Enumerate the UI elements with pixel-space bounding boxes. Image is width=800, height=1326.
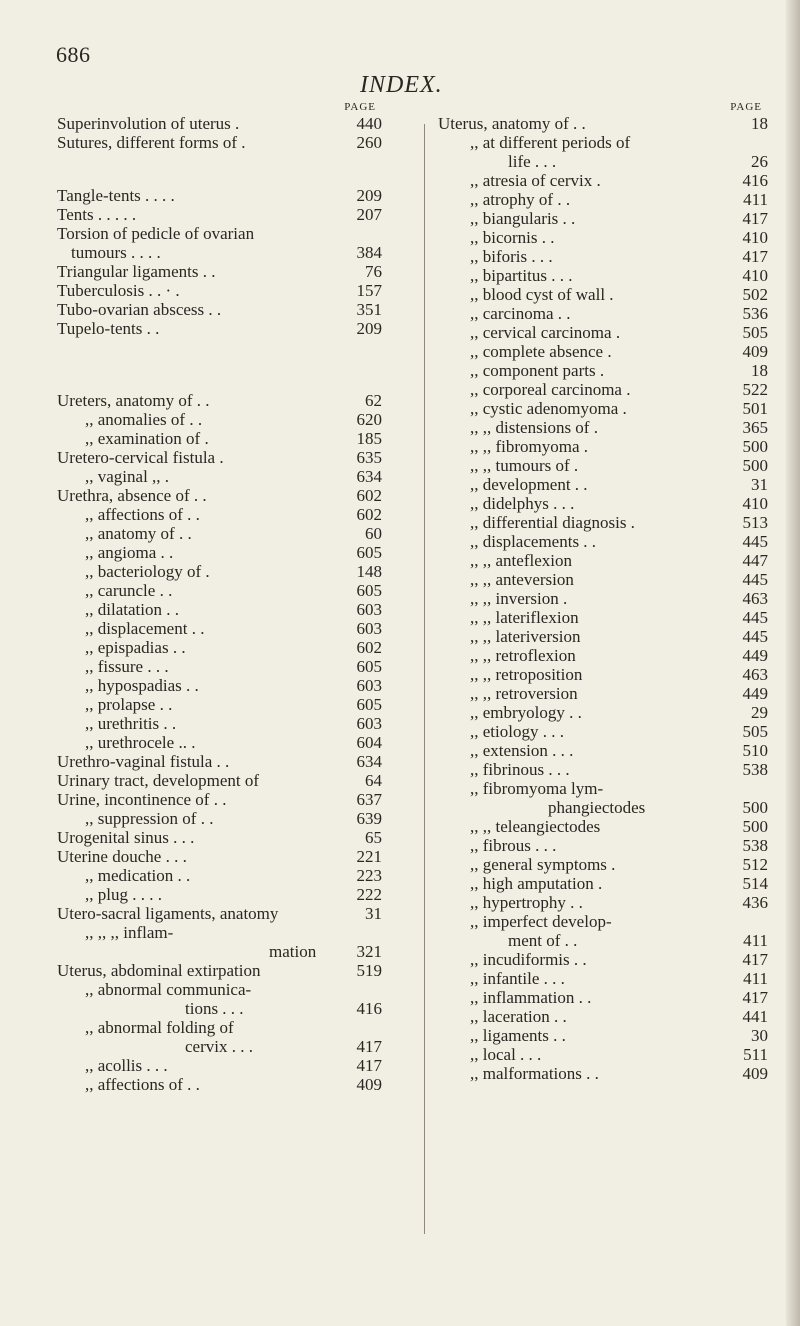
index-entry: ,, dilatation . . 603 [85,600,382,619]
index-entry: Torsion of pedicle of ovarian [57,224,255,243]
page-number: 686 [56,42,91,67]
index-entry: ,, abnormal communica- [85,980,252,999]
index-entry: ,, incudiformis . . 417 [470,950,768,969]
index-entry: Urethro-vaginal fistula . . 634 [57,752,382,771]
index-entry: ,, carcinoma . . 536 [470,304,768,323]
index-entry: Tupelo-tents . . 209 [57,319,382,338]
index-entry: ,, ,, lateriversion 445 [470,627,768,646]
index-entry: ,, fibromyoma lym- [470,779,604,798]
index-entry: ,, didelphys . . . 410 [470,494,768,513]
index-entry: Tents . . . . . 207 [57,205,382,224]
index-entry: ,, ,, ,, inflam- [85,923,174,942]
index-entry: ,, fissure . . . 605 [85,657,382,676]
index-entry: Sutures, different forms of . 260 [57,133,382,152]
index-entry: ,, malformations . . 409 [470,1064,768,1083]
index-entry: Tuberculosis . . · . 157 [57,281,382,300]
index-entry: Triangular ligaments . . 76 [57,262,382,281]
index-entry: ,, ,, anteflexion 447 [470,551,768,570]
index-entry: ,, complete absence . 409 [470,342,768,361]
index-entry: ,, abnormal folding of [85,1018,234,1037]
index-entry: ,, prolapse . . 605 [85,695,382,714]
index-entry: Tubo-ovarian abscess . . 351 [57,300,382,319]
index-entry: ,, anomalies of . . 620 [85,410,382,429]
index-entry: ,, ,, retroversion 449 [470,684,768,703]
index-entry: tions . . . 416 [185,999,382,1018]
index-entry: ,, biangularis . . 417 [470,209,768,228]
index-entry: phangiectodes 500 [548,798,768,817]
index-entry: ,, cervical carcinoma . 505 [470,323,768,342]
index-entry: ,, fibrinous . . . 538 [470,760,768,779]
index-entry: mation 321 [269,942,382,961]
index-entry: Uretero-cervical fistula . 635 [57,448,382,467]
index-entry: Ureters, anatomy of . . 62 [57,391,382,410]
index-entry: ,, atresia of cervix . 416 [470,171,768,190]
index-entry: Uterine douche . . . 221 [57,847,382,866]
index-entry: ,, blood cyst of wall . 502 [470,285,768,304]
index-entry: ,, embryology . . 29 [470,703,768,722]
index-entry: ,, ,, distensions of . 365 [470,418,768,437]
page-column-label: PAGE [730,101,762,113]
index-entry: cervix . . . 417 [185,1037,382,1056]
index-entry: ,, caruncle . . 605 [85,581,382,600]
index-entry: ,, plug . . . . 222 [85,885,382,904]
page-edge [786,0,800,1326]
index-entry: ,, anatomy of . . 60 [85,524,382,543]
index-entry: ,, corporeal carcinoma . 522 [470,380,768,399]
index-entry: Tangle-tents . . . . 209 [57,186,382,205]
index-entry: ,, ,, tumours of . 500 [470,456,768,475]
index-entry: ,, ,, fibromyoma . 500 [470,437,768,456]
index-entry: ,, at different periods of [470,133,631,152]
index-entry: Urethra, absence of . . 602 [57,486,382,505]
index-entry: ,, ,, lateriflexion 445 [470,608,768,627]
index-entry: ,, etiology . . . 505 [470,722,768,741]
page-column-label: PAGE [344,101,376,113]
index-entry: Superinvolution of uterus . 440 [57,114,382,133]
index-entry: ,, extension . . . 510 [470,741,768,760]
index-entry: ,, ,, anteversion 445 [470,570,768,589]
index-entry: ,, bipartitus . . . 410 [470,266,768,285]
index-entry: life . . . 26 [508,152,768,171]
index-entry: ,, imperfect develop- [470,912,612,931]
index-entry: ,, ,, retroposition 463 [470,665,768,684]
index-entry: ,, medication . . 223 [85,866,382,885]
index-entry: ,, ,, teleangiectodes 500 [470,817,768,836]
index-entry: ,, examination of . 185 [85,429,382,448]
index-entry: ,, displacements . . 445 [470,532,768,551]
index-entry: ,, fibrous . . . 538 [470,836,768,855]
index-entry: ,, displacement . . 603 [85,619,382,638]
index-entry: Uterus, anatomy of . . 18 [438,114,768,133]
index-entry: ,, cystic adenomyoma . 501 [470,399,768,418]
index-entry: ,, ligaments . . 30 [470,1026,768,1045]
index-entry: ,, hypospadias . . 603 [85,676,382,695]
index-entry: ,, infantile . . . 411 [470,969,768,988]
index-entry: tumours . . . . 384 [71,243,382,262]
left-column [57,100,382,1094]
index-entry: Urinary tract, development of 64 [57,771,382,790]
index-entry: ,, atrophy of . . 411 [470,190,768,209]
index-entry: ,, acollis . . . 417 [85,1056,382,1075]
index-entry: Urine, incontinence of . . 637 [57,790,382,809]
index-entry: Utero-sacral ligaments, anatomy 31 [57,904,382,923]
index-entry: Urogenital sinus . . . 65 [57,828,382,847]
running-head: INDEX. [360,72,443,98]
index-entry: ,, ,, retroflexion 449 [470,646,768,665]
index-entry: ,, suppression of . . 639 [85,809,382,828]
index-entry: ,, affections of . . 409 [85,1075,382,1094]
index-entry: ,, urethrocele .. . 604 [85,733,382,752]
index-entry: ,, hypertrophy . . 436 [470,893,768,912]
index-entry: ,, bacteriology of . 148 [85,562,382,581]
index-entry: ment of . . 411 [508,931,768,950]
index-entry: ,, bicornis . . 410 [470,228,768,247]
index-entry: ,, inflammation . . 417 [470,988,768,1007]
index-entry: ,, component parts . 18 [470,361,768,380]
index-entry: ,, laceration . . 441 [470,1007,768,1026]
index-entry: ,, ,, inversion . 463 [470,589,768,608]
index-entry: ,, vaginal ,, . 634 [85,467,382,486]
index-entry: ,, urethritis . . 603 [85,714,382,733]
index-entry: ,, epispadias . . 602 [85,638,382,657]
index-entry: ,, high amputation . 514 [470,874,768,893]
index-entry: ,, local . . . 511 [470,1045,768,1064]
index-entry: ,, biforis . . . 417 [470,247,768,266]
right-column [438,100,768,1083]
index-entry: ,, angioma . . 605 [85,543,382,562]
index-entry: ,, differential diagnosis . 513 [470,513,768,532]
column-divider [424,124,425,1234]
index-entry: ,, affections of . . 602 [85,505,382,524]
index-entry: ,, general symptoms . 512 [470,855,768,874]
index-entry: Uterus, abdominal extirpation 519 [57,961,382,980]
index-entry: ,, development . . 31 [470,475,768,494]
